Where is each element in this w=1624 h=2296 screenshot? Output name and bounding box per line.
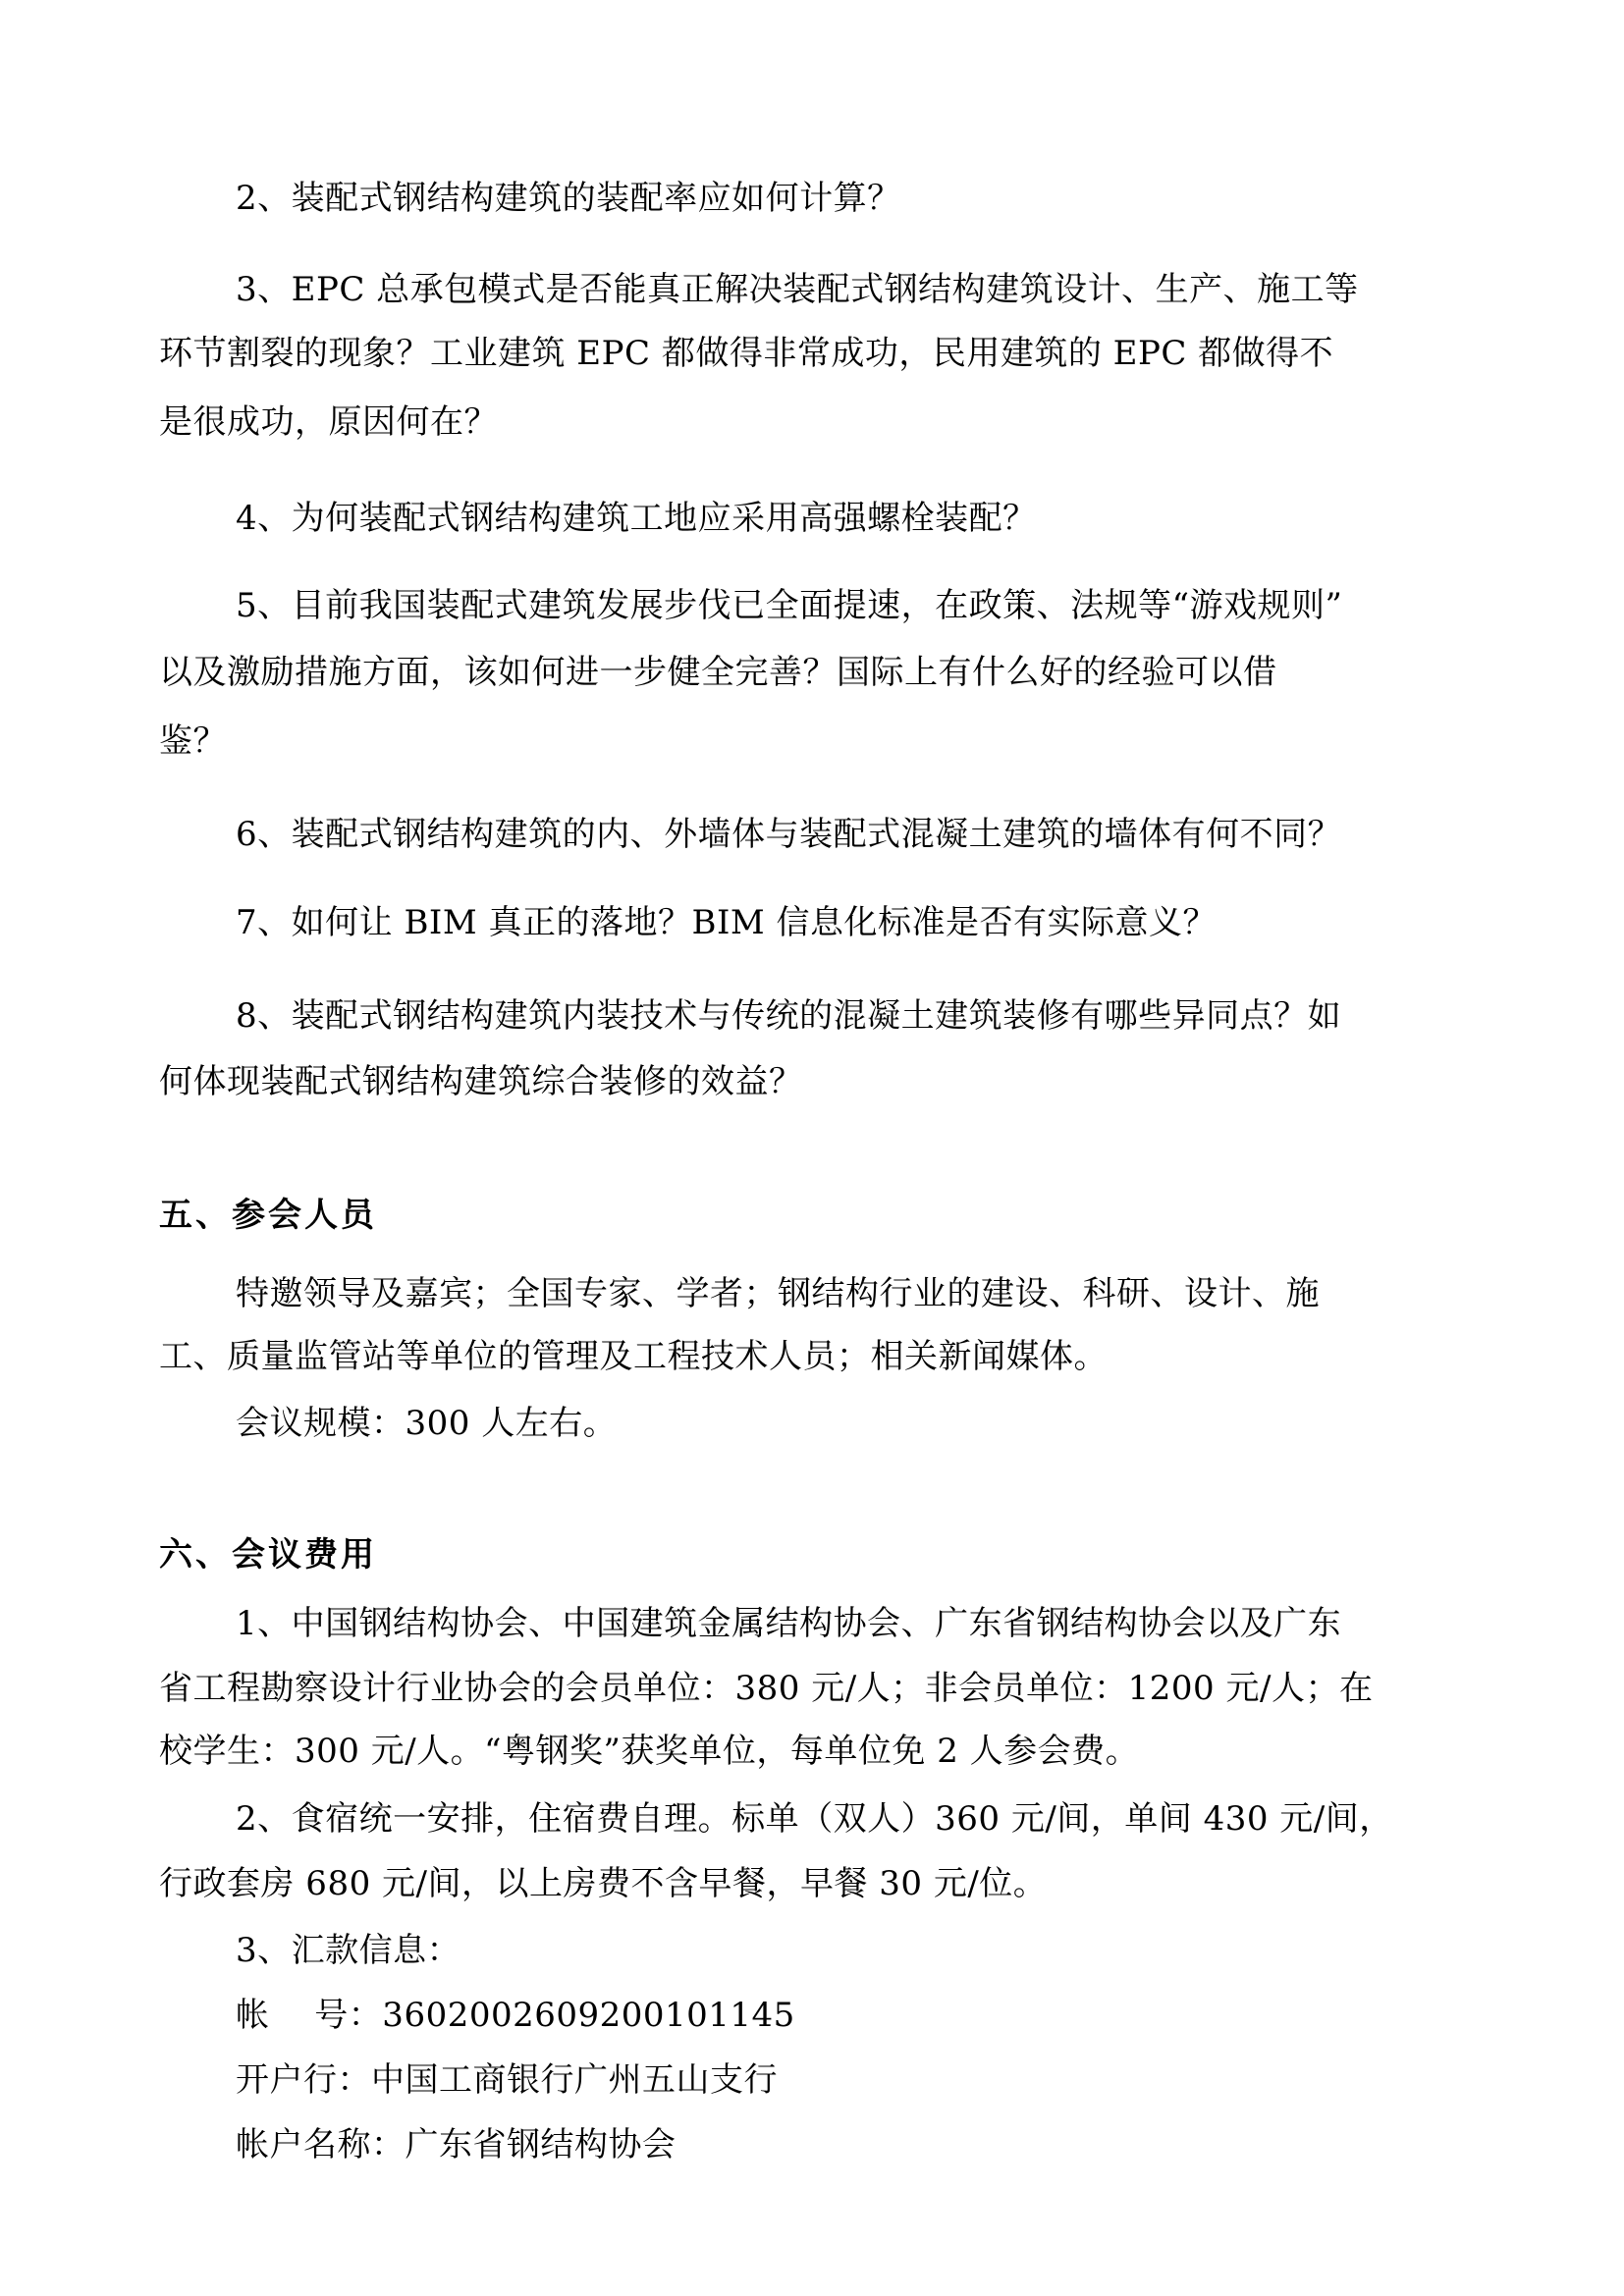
question-3-line-2: 环节割裂的现象？工业建筑 EPC 都做得非常成功，民用建筑的 EPC 都做得不 (159, 334, 1334, 373)
question-5-line-3: 鉴？ (159, 721, 227, 761)
question-3-line-1: 3、EPC 总承包模式是否能真正解决装配式钢结构建筑设计、生产、施工等 (236, 270, 1359, 309)
fee-item-1-line-3: 校学生：300 元/人。“粤钢奖”获奖单位，每单位免 2 人参会费。 (159, 1732, 1140, 1771)
fee-item-1-line-2: 省工程勘察设计行业协会的会员单位：380 元/人；非会员单位：1200 元/人；在 (159, 1669, 1374, 1708)
question-8-line-1: 8、装配式钢结构建筑内装技术与传统的混凝土建筑装修有哪些异同点？如 (236, 996, 1342, 1036)
section-5-heading: 五、参会人员 (159, 1196, 377, 1235)
question-5-line-1: 5、目前我国装配式建筑发展步伐已全面提速，在政策、法规等“游戏规则” (236, 586, 1343, 625)
fee-item-1-line-1: 1、中国钢结构协会、中国建筑金属结构协会、广东省钢结构协会以及广东 (236, 1604, 1342, 1643)
fee-item-3: 3、汇款信息： (236, 1931, 461, 1970)
question-5-line-2: 以及激励措施方面，该如何进一步健全完善？国际上有什么好的经验可以借 (159, 653, 1277, 692)
question-6: 6、装配式钢结构建筑的内、外墙体与装配式混凝土建筑的墙体有何不同？ (236, 815, 1342, 854)
fee-item-2-line-2: 行政套房 680 元/间，以上房费不含早餐，早餐 30 元/位。 (159, 1864, 1048, 1903)
section-5-paragraph-line-1: 特邀领导及嘉宾；全国专家、学者；钢结构行业的建设、科研、设计、施 (236, 1274, 1320, 1313)
section-5-paragraph-line-2: 工、质量监管站等单位的管理及工程技术人员；相关新闻媒体。 (159, 1337, 1108, 1376)
section-6-heading: 六、会议费用 (159, 1535, 377, 1575)
question-4: 4、为何装配式钢结构建筑工地应采用高强螺栓装配？ (236, 499, 1037, 538)
question-2: 2、装配式钢结构建筑的装配率应如何计算？ (236, 179, 901, 218)
question-7: 7、如何让 BIM 真正的落地？BIM 信息化标准是否有实际意义？ (236, 903, 1218, 942)
question-3-line-3: 是很成功，原因何在？ (159, 402, 498, 442)
fee-item-2-line-1: 2、食宿统一安排，住宿费自理。标单（双人）360 元/间，单间 430 元/间， (236, 1799, 1393, 1839)
account-name: 帐户名称：广东省钢结构协会 (236, 2125, 677, 2164)
account-number: 帐 号：3602002609200101145 (236, 1996, 795, 2035)
meeting-scale: 会议规模：300 人左右。 (236, 1404, 618, 1443)
bank-name: 开户行：中国工商银行广州五山支行 (236, 2060, 778, 2100)
question-8-line-2: 何体现装配式钢结构建筑综合装修的效益？ (159, 1062, 803, 1101)
